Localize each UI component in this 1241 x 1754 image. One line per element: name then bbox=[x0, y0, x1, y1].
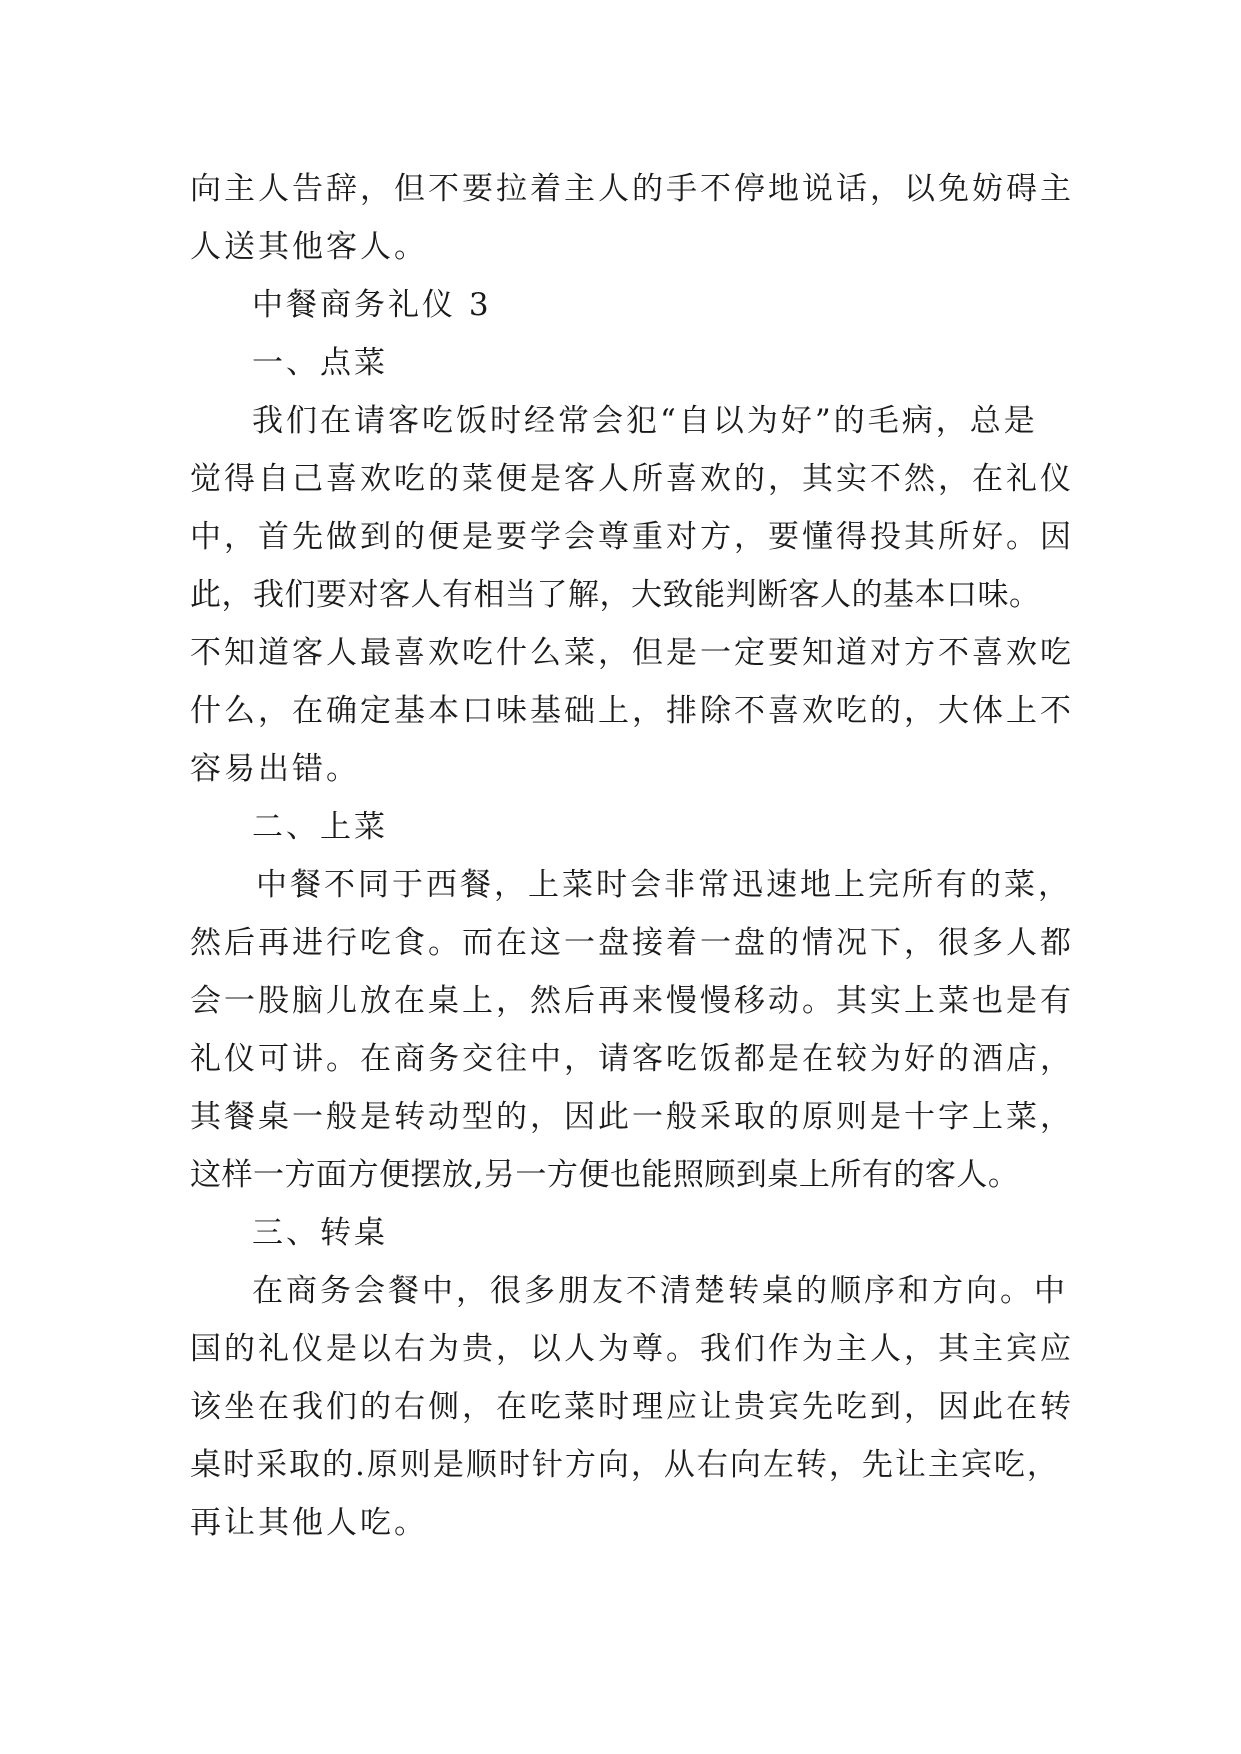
text-line: 不知道客人最喜欢吃什么菜，但是一定要知道对方不喜欢吃 bbox=[190, 635, 1074, 671]
text-line: 中，首先做到的便是要学会尊重对方，要懂得投其所好。因 bbox=[190, 519, 1074, 555]
text-line: 此，我们要对客人有相当了解，大致能判断客人的基本口味。 bbox=[190, 577, 1041, 613]
paragraph-first-line: 在商务会餐中，很多朋友不清楚转桌的顺序和方向。中 bbox=[252, 1273, 1068, 1309]
text-line: 向主人告辞，但不要拉着主人的手不停地说话，以免妨碍主 bbox=[190, 171, 1074, 207]
section-heading: 一、点菜 bbox=[252, 345, 388, 381]
document-body bbox=[190, 160, 1074, 1552]
text-line: 容易出错。 bbox=[190, 751, 360, 787]
section-heading: 三、转桌 bbox=[252, 1215, 388, 1251]
text-line: 什么，在确定基本口味基础上，排除不喜欢吃的，大体上不 bbox=[190, 693, 1074, 729]
text-line: 其餐桌一般是转动型的，因此一般采取的原则是十字上菜， bbox=[190, 1099, 1074, 1135]
text-line: 礼仪可讲。在商务交往中，请客吃饭都是在较为好的酒店， bbox=[190, 1041, 1074, 1077]
text-line: 会一股脑儿放在桌上，然后再来慢慢移动。其实上菜也是有 bbox=[190, 983, 1074, 1019]
text-line: 人送其他客人。 bbox=[190, 229, 428, 265]
paragraph-first-line: 我们在请客吃饭时经常会犯“自以为好”的毛病，总是 bbox=[252, 403, 1038, 439]
text-line: 再让其他人吃。 bbox=[190, 1505, 428, 1541]
text-line: 该坐在我们的右侧，在吃菜时理应让贵宾先吃到，因此在转 bbox=[190, 1389, 1074, 1425]
text-line: 桌时采取的.原则是顺时针方向，从右向左转，先让主宾吃， bbox=[190, 1447, 1060, 1483]
section-heading: 二、上菜 bbox=[252, 809, 388, 845]
text-line: 国的礼仪是以右为贵，以人为尊。我们作为主人，其主宾应 bbox=[190, 1331, 1074, 1367]
text-line: 这样一方面方便摆放,另一方便也能照顾到桌上所有的客人。 bbox=[190, 1157, 1020, 1193]
text-line: 觉得自己喜欢吃的菜便是客人所喜欢的，其实不然，在礼仪 bbox=[190, 461, 1074, 497]
section-title: 中餐商务礼仪 3 bbox=[252, 287, 492, 323]
paragraph-first-line: 中餐不同于西餐，上菜时会非常迅速地上完所有的菜， bbox=[256, 867, 1072, 903]
text-line: 然后再进行吃食。而在这一盘接着一盘的情况下，很多人都 bbox=[190, 925, 1074, 961]
